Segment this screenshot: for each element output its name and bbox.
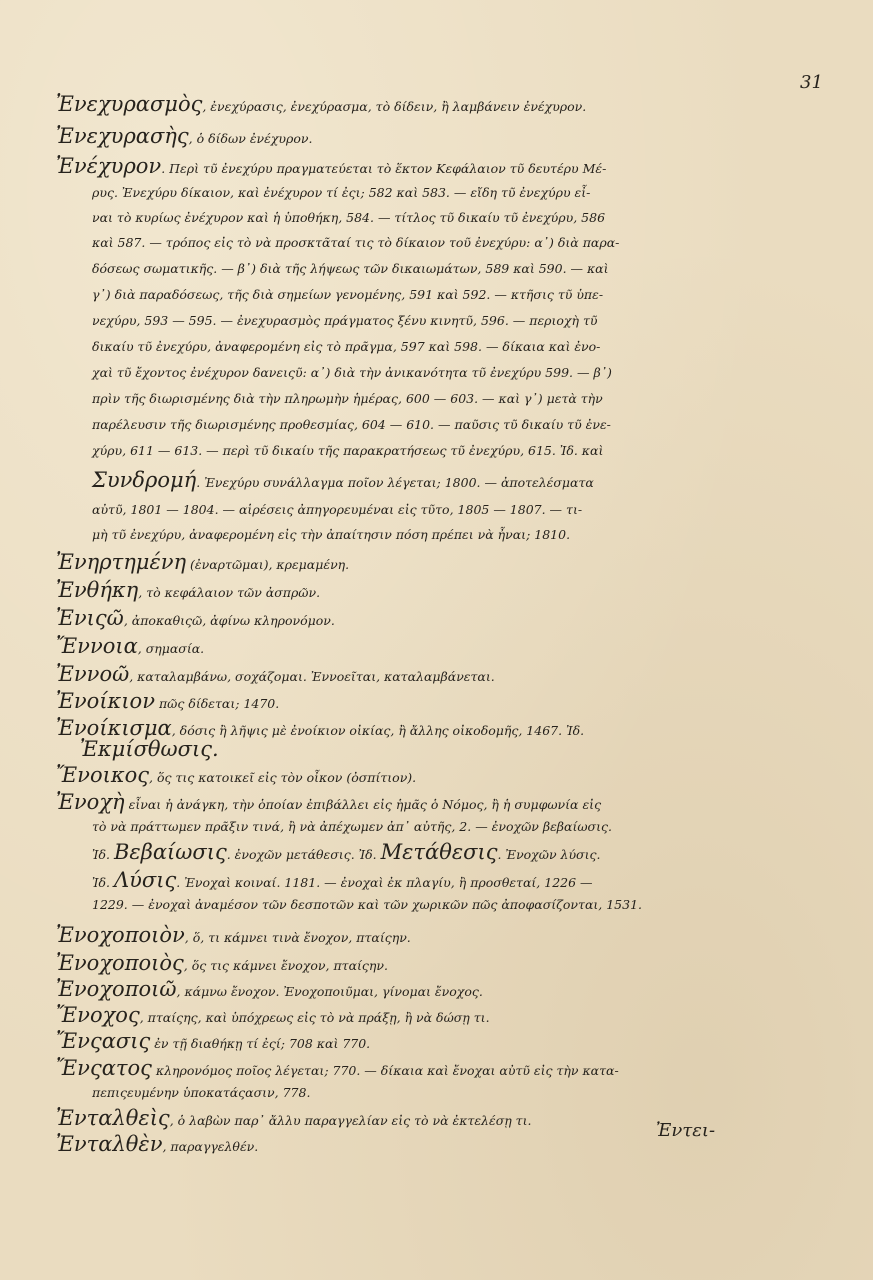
entry-definition: , ὁ δίδων ἐνέχυρον. — [188, 131, 313, 146]
text-line: δόσεως σωματικῆς. — β᾽) διὰ τῆς λήψεως τῶν δικαιωμάτων, 589 καὶ 590. — καὶ — [92, 261, 609, 276]
catchword: Ἐντει- — [656, 1120, 716, 1141]
entry-headword: Ἐνέχυρον — [56, 154, 162, 178]
entry-definition: ἐν τῇ διαθήκῃ τί ἐςί; 708 καὶ 770. — [150, 1036, 371, 1051]
entry-definition: , ἀποκαθιςῶ, ἀφίνω κληρονόμον. — [123, 613, 335, 628]
text-line: χαὶ τῦ ἔχοντος ἐνέχυρον δανειςῦ: α᾽) διὰ τὴν ἀνικανότητα τῦ ἐνεχύρυ 599. — β᾽) — [92, 365, 612, 380]
entry-definition: πῶς δίδεται; 1470. — [154, 696, 280, 711]
cross-reference-headword: Βεβαίωσις — [114, 840, 227, 864]
cross-reference-text: . Ἐνεχύρυ συνάλλαγμα ποῖον λέγεται; 1800. — ἀποτελέσματα — [196, 475, 594, 490]
entry-enochi — [56, 790, 601, 814]
entry-headword: Ἐνταλθεὶς — [56, 1106, 170, 1130]
entry-headword: Ἐνταλθὲν — [56, 1132, 163, 1156]
entry-enoikion — [56, 689, 279, 713]
entry-headword: Ἔνςατος — [56, 1056, 152, 1080]
text-line: δικαίυ τῦ ἐνεχύρυ, ἀναφερομένη εἰς τὸ πρᾶγμα, 597 καὶ 598. — δίκαια καὶ ἐνο- — [92, 339, 601, 354]
text-line: πρὶν τῆς διωρισμένης διὰ τὴν πληρωμὴν ἡμέρας, 600 — 603. — καὶ γ᾽) μετὰ τὴν — [92, 391, 603, 406]
cross-reference-headword: Συνδρομή — [92, 468, 197, 492]
entry-headword: Ἐνεχυρασμὸς — [56, 92, 203, 116]
text-line: αὐτῦ, 1801 — 1804. — αἱρέσεις ἀπηγορευμέναι εἰς τῦτο, 1805 — 1807. — τι- — [92, 502, 583, 517]
cross-reference-marker: Ἰδ. — [92, 875, 111, 890]
entry-headword: Ἐνοίκισμα — [56, 716, 172, 740]
entry-definition: , ὁ λαβὼν παρ᾽ ἄλλυ παραγγελίαν εἰς τὸ νὰ ἐκτελέσῃ τι. — [169, 1113, 532, 1128]
text-line: νεχύρυ, 593 — 595. — ἐνεχυρασμὸς πράγματος ξένυ κινητῦ, 596. — περιοχὴ τῦ — [92, 313, 598, 328]
cross-reference-line — [92, 868, 593, 892]
text-line: τὸ νὰ πράττωμεν πρᾶξιν τινά, ἢ νὰ ἀπέχωμεν ἀπ᾽ αὐτῆς, 2. — ἐνοχῶν βεβαίωσις. — [92, 819, 612, 834]
entry-headword: Ἐνθήκη — [56, 578, 139, 602]
entry-headword: Ἐνηρτημένη — [56, 550, 187, 574]
entry-headword: Ἔννοια — [56, 634, 138, 658]
entry-entalthen — [56, 1132, 258, 1156]
entry-headword: Ἔνςασις — [56, 1029, 151, 1053]
entry-definition: εἶναι ἡ ἀνάγκη, τὴν ὁποίαν ἐπιβάλλει εἰς ἡμᾶς ὁ Νόμος, ἢ ἡ συμφωνία εἰς — [124, 797, 602, 812]
entry-headword: Ἔνοχος — [56, 1003, 140, 1027]
entry-headword: Ἐνοίκιον — [56, 689, 155, 713]
entry-definition: , πταίςης, καὶ ὑπόχρεως εἰς τὸ νὰ πράξῃ, ἢ νὰ δώσῃ τι. — [139, 1010, 490, 1025]
entry-definition: , ὅς τις κάμνει ἔνοχον, πταίςην. — [183, 958, 388, 973]
entry-enochopoion — [56, 923, 411, 947]
cross-reference-text: . ἐνοχῶν μετάθεσις. Ἰδ. — [226, 847, 377, 862]
entry-headword: Ἐνοχὴ — [56, 790, 125, 814]
entry-ennoo — [56, 662, 495, 686]
entry-definition: , ἐνεχύρασις, ἐνεχύρασμα, τὸ δίδειν, ἢ λαμβάνειν ἐνέχυρον. — [202, 99, 587, 114]
entry-headword: Ἐνοχοποιὸς — [56, 951, 184, 975]
entry-headword: Ἐνοχοποιῶ — [56, 977, 177, 1001]
cross-reference-headword: Λύσις — [114, 868, 177, 892]
entry-enechyrastis — [56, 124, 312, 148]
entry-enoikos — [56, 763, 416, 787]
cross-reference-marker: Ἰδ. — [92, 847, 111, 862]
entry-headword: Ἔνοικος — [56, 763, 149, 787]
entry-enochopoios — [56, 951, 388, 975]
entry-definition: , ὅς τις κατοικεῖ εἰς τὸν οἶκον (ὀσπίτιον). — [149, 770, 417, 785]
text-line: μὴ τῦ ἐνεχύρυ, ἀναφερομένη εἰς τὴν ἀπαίτησιν πόση πρέπει νὰ ἦναι; 1810. — [92, 527, 571, 542]
entry-entaltheis — [56, 1106, 531, 1130]
cross-reference-line — [92, 840, 600, 864]
page-number: 31 — [800, 72, 823, 93]
entry-definition: , τὸ κεφάλαιον τῶν ἀσπρῶν. — [138, 585, 321, 600]
cross-reference-headword: Ἐκμίσθωσις. — [80, 737, 219, 761]
entry-headword: Ἐνιςῶ — [56, 606, 124, 630]
text-line: χύρυ, 611 — 613. — περὶ τῦ δικαίυ τῆς παρακρατήσεως τῦ ἐνεχύρυ, 615. Ἰδ. καὶ — [92, 443, 604, 458]
entry-definition: κληρονόμος ποῖος λέγεται; 770. — δίκαια καὶ ἔνοχαι αὐτῦ εἰς τὴν κατα- — [151, 1063, 619, 1078]
cross-reference-line — [92, 468, 594, 492]
entry-enstatos — [56, 1056, 619, 1080]
text-line: παρέλευσιν τῆς διωρισμένης προθεσμίας, 604 — 610. — παῦσις τῦ δικαίυ τῦ ἐνε- — [92, 417, 611, 432]
text-line: καὶ 587. — τρόπος εἰς τὸ νὰ προσκτᾶταί τις τὸ δίκαιον τοῦ ἐνεχύρυ: α᾽) διὰ παρα- — [92, 235, 620, 250]
entry-headword: Ἐνοχοποιὸν — [56, 923, 185, 947]
entry-enirtimeni — [56, 550, 349, 574]
entry-enochos — [56, 1003, 490, 1027]
entry-ennoia — [56, 634, 204, 658]
entry-enechyron — [56, 154, 606, 178]
entry-definition: , καταλαμβάνω, σοχάζομαι. Ἐννοεῖται, καταλαμβάνεται. — [129, 669, 495, 684]
entry-enthiki — [56, 578, 320, 602]
entry-definition: , παραγγελθέν. — [162, 1139, 259, 1154]
entry-enechyrasmos — [56, 92, 586, 116]
entry-headword: Ἐνεχυρασὴς — [56, 124, 189, 148]
entry-definition: , ὅ, τι κάμνει τινὰ ἔνοχον, πταίςην. — [184, 930, 411, 945]
text-line: 1229. — ἐνοχαὶ ἀναμέσον τῶν δεσποτῶν καὶ τῶν χωρικῶν πῶς ἀποφασίζονται, 1531. — [92, 897, 643, 912]
entry-definition: , δόσις ἢ λῆψις μὲ ἐνοίκιον οἰκίας, ἢ ἄλλης οἰκοδομῆς, 1467. Ἰδ. — [171, 723, 585, 738]
entry-definition: , κάμνω ἔνοχον. Ἐνοχοποιῦμαι, γίνομαι ἔνοχος. — [176, 984, 483, 999]
cross-reference-headword: Μετάθεσις — [380, 840, 498, 864]
text-line: πεπιςευμένην ὑποκατάςασιν, 778. — [92, 1085, 311, 1100]
entry-headword: Ἐννοῶ — [56, 662, 130, 686]
cross-reference-text: . Ἐνοχῶν λύσις. — [497, 847, 601, 862]
text-line: γ᾽) διὰ παραδόσεως, τῆς διὰ σημείων γενομένης, 591 καὶ 592. — κτῆσις τῦ ὑπε- — [92, 287, 604, 302]
entry-definition: , σημασία. — [137, 641, 205, 656]
cross-reference-text: . Ἐνοχαὶ κοιναί. 1181. — ἐνοχαὶ ἐκ πλαγίυ, ἢ προσθεταί, 1226 — — [176, 875, 593, 890]
entry-enochopoio — [56, 977, 483, 1001]
text-line: ναι τὸ κυρίως ἐνέχυρον καὶ ἡ ὑποθήκη, 584. — τίτλος τῦ δικαίυ τῦ ἐνεχύρυ, 586 — [92, 210, 606, 225]
entry-enstasis — [56, 1029, 370, 1053]
entry-enisto — [56, 606, 335, 630]
entry-definition: . Περὶ τῦ ἐνεχύρυ πραγματεύεται τὸ ἕκτον Κεφάλαιον τῦ δευτέρυ Μέ- — [161, 161, 607, 176]
text-line: ρυς. Ἐνεχύρυ δίκαιον, καὶ ἐνέχυρον τί ἐςι; 582 καὶ 583. — εἴδη τῦ ἐνεχύρυ εἶ- — [92, 185, 591, 200]
entry-definition: (ἐναρτῶμαι), κρεμαμένη. — [186, 557, 350, 572]
